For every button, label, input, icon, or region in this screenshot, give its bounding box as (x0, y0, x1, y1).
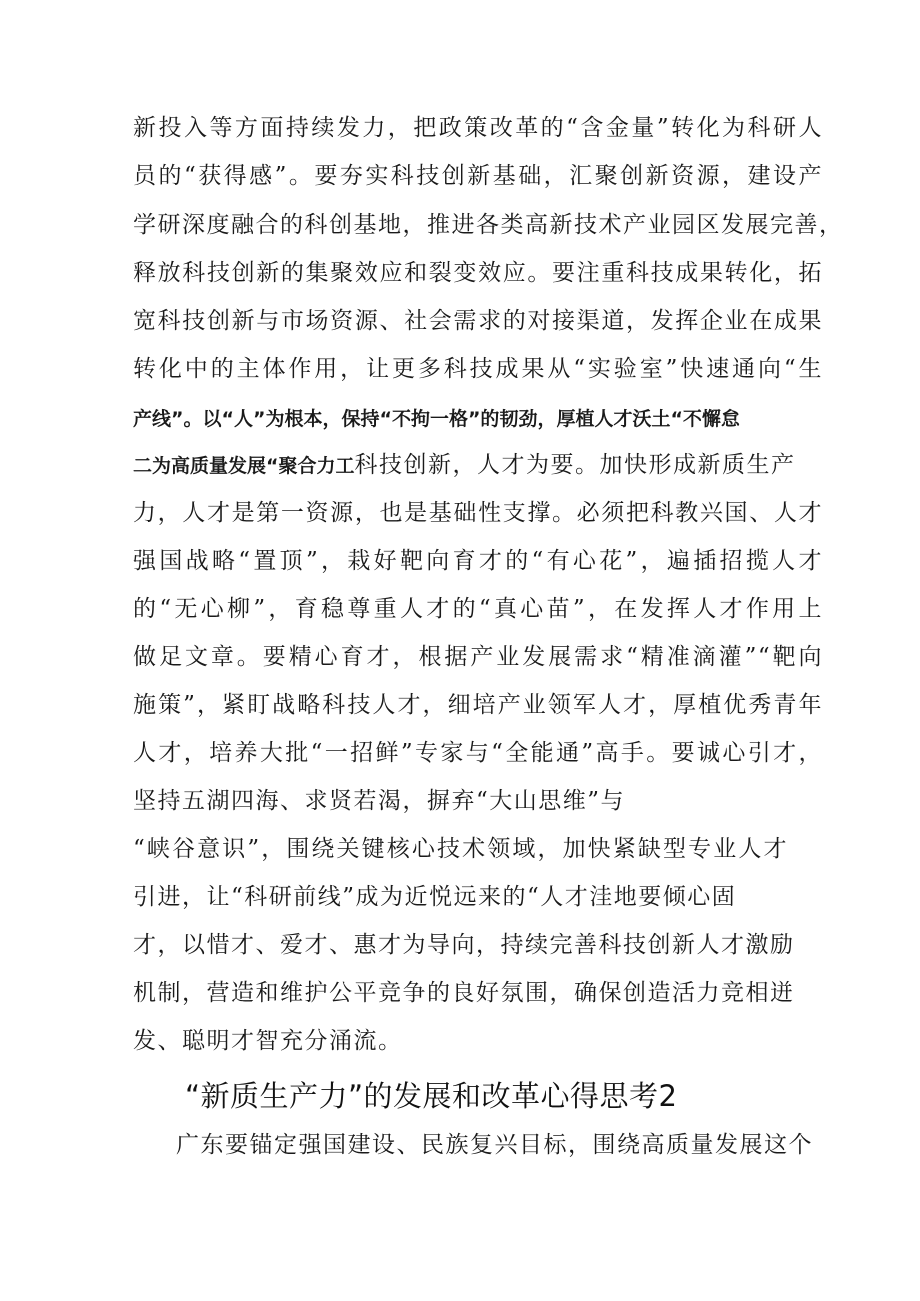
paragraph-line-9: 力，人才是第一资源，也是基础性支撑。必须把科教兴国、人才 (133, 500, 823, 526)
paragraph-line-12: 做足文章。要精心育才，根据产业发展需求“精准滴灌”“靶向 (133, 644, 823, 670)
paragraph-line-1: 新投入等方面持续发力，把政策改革的“含金量”转化为科研人 (133, 115, 823, 141)
paragraph-line-4: 释放科技创新的集聚效应和裂变效应。要注重科技成果转化，拓 (133, 260, 823, 286)
paragraph-line-7: 产线”。以“人”为根本，保持“不拘一格”的韧劲，厚植人才沃土“不懈怠 (133, 408, 740, 430)
paragraph-line-18: 才，以惜才、爱才、惠才为导向，持续完善科技创新人才激励 (133, 932, 795, 958)
paragraph-line-14: 人才，培养大批“一招鲜”专家与“全能通”高手。要诚心引才， (133, 740, 823, 766)
paragraph-line-8 (133, 450, 796, 481)
paragraph-line-20: 发、聪明才智充分涌流。 (133, 1028, 403, 1054)
paragraph-line-17: 引进，让“科研前线”成为近悦远来的“人才洼地要倾心固 (133, 884, 737, 910)
paragraph-line-8-text: 科技创新，人才为要。加快形成新质生产 (354, 452, 796, 478)
paragraph-line-10: 强国战略“置顶”，栽好靶向育才的“有心花”，遍插招揽人才 (133, 548, 823, 574)
paragraph-line-15: 坚持五湖四海、求贤若渴，摒弃“大山思维”与 (133, 788, 626, 814)
paragraph-line-11: 的“无心柳”，育稳尊重人才的“真心苗”，在发挥人才作用上 (133, 596, 823, 622)
section-heading: “新质生产力”的发展和改革心得思考2 (185, 1079, 678, 1113)
paragraph-line-2: 员的“获得感”。要夯实科技创新基础，汇聚创新资源，建设产 (133, 163, 823, 189)
paragraph-line-13: 施策”，紧盯战略科技人才，细培产业领军人才，厚植优秀青年 (133, 692, 823, 718)
paragraph-line-19: 机制，营造和维护公平竞争的良好氛围，确保创造活力竞相迸 (133, 980, 795, 1006)
paragraph-line-8-fragment: 二为高质量发展“聚合力工 (133, 455, 355, 477)
paragraph-line-5: 宽科技创新与市场资源、社会需求的对接渠道，发挥企业在成果 (133, 308, 823, 334)
paragraph-line-21: 广东要锚定强国建设、民族复兴目标，围绕高质量发展这个 (176, 1132, 813, 1158)
paragraph-line-16: “峡谷意识”，围绕关键核心技术领域，加快紧缺型专业人才 (133, 836, 788, 862)
paragraph-line-3: 学研深度融合的科创基地，推进各类高新技术产业园区发展完善， (133, 212, 844, 238)
paragraph-line-6: 转化中的主体作用，让更多科技成果从“实验室”快速通向“生 (133, 356, 823, 382)
